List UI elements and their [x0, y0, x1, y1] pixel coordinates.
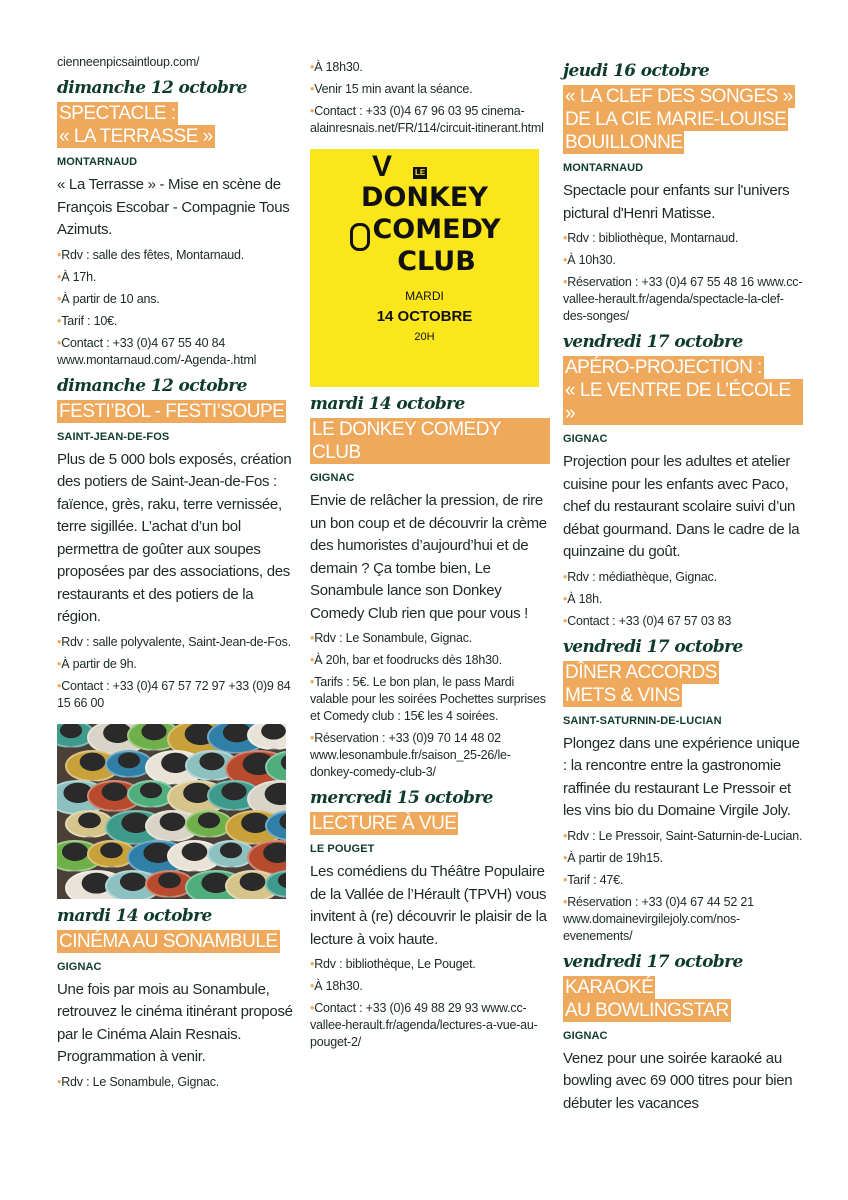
info-bullet	[57, 656, 297, 673]
info-bullet	[310, 674, 550, 725]
event-item	[563, 331, 803, 630]
bullet-text: Contact : +33 (0)4 67 57 03 83	[567, 613, 732, 628]
event-title-line: « LA CLEF DES SONGES »	[565, 86, 793, 107]
bullet-icon: •	[310, 957, 315, 971]
bullet-icon: •	[57, 656, 62, 671]
info-bullet	[57, 634, 297, 651]
event-date: dimanche 12 octobre	[57, 78, 247, 98]
event-item	[57, 905, 297, 1091]
info-bullet	[310, 956, 550, 973]
bullet-icon: •	[563, 872, 568, 887]
bullet-icon: •	[563, 569, 568, 584]
info-bullet	[57, 291, 297, 308]
event-location: GIGNAC	[310, 472, 355, 484]
bullet-text: Tarif : 47€.	[567, 872, 624, 887]
bullet-text: À partir de 10 ans.	[61, 291, 160, 306]
bullet-icon: •	[57, 678, 62, 693]
event-description: Les comédiens du Théâtre Populaire de la Vallée de l’Hérault (TPVH) vous invitent à (re) découvrir le plaisir de la lecture à voix haute.	[310, 863, 547, 948]
info-bullet	[563, 872, 803, 889]
event-item	[57, 375, 297, 712]
bullet-text: À 18h30.	[314, 60, 363, 74]
bullet-icon: •	[563, 828, 568, 843]
bullet-text: Rdv : Le Sonambule, Gignac.	[61, 1074, 220, 1089]
bullet-icon: •	[57, 335, 62, 350]
event-date: vendredi 17 octobre	[563, 636, 743, 657]
event-title-line: BOUILLONNE	[565, 132, 683, 153]
bullet-icon: •	[57, 247, 62, 262]
event-location: LE POUGET	[310, 843, 375, 855]
info-bullet	[563, 569, 803, 586]
bullet-text: Contact : +33 (0)6 49 88 29 93 www.cc-vallee-herault.fr/agenda/lectures-a-vue-au-pouget-2/	[310, 1001, 538, 1049]
event-title	[563, 356, 803, 425]
donkey-ears-icon: V	[372, 150, 393, 183]
event-item	[310, 393, 550, 781]
donkey-comedy-club-poster	[310, 149, 539, 387]
event-location: GIGNAC	[563, 1029, 608, 1042]
event-title-line: AU BOWLINGSTAR	[565, 999, 729, 1021]
event-title	[310, 812, 550, 835]
event-location: GIGNAC	[563, 433, 608, 445]
event-location: SAINT-SATURNIN-DE-LUCIAN	[563, 714, 722, 727]
column-left	[57, 54, 297, 1091]
bullet-text: À 18h30.	[314, 979, 363, 993]
event-description: Plongez dans une expérience unique : la rencontre entre la gastronomie raffinée du restaurant Le Pressoir et les vins bio du Domaine Virgile Joly.	[563, 734, 800, 819]
bullet-icon: •	[57, 634, 62, 649]
bullet-icon: •	[310, 82, 315, 96]
bullet-text: Tarifs : 5€. Le bon plan, le pass Mardi valable pour les soirées Pochettes surprises et Comedy club : 15€ les 4 soirées.	[310, 675, 546, 723]
event-title	[57, 930, 297, 953]
event-location: MONTARNAUD	[57, 156, 138, 168]
info-bullet	[563, 591, 803, 608]
bullet-icon: •	[563, 613, 568, 628]
event-item	[563, 636, 803, 945]
bullet-icon: •	[310, 675, 315, 689]
bullet-icon: •	[563, 591, 568, 606]
event-title-line: APÉRO-PROJECTION :	[565, 357, 762, 378]
bullet-text: Contact : +33 (0)4 67 55 40 84 www.montarnaud.com/-Agenda-.html	[57, 335, 257, 367]
poster-date: 14 OCTOBRE	[376, 308, 473, 325]
poster-logo-line: COMEDY	[372, 214, 501, 245]
bullet-text: Venir 15 min avant la séance.	[314, 82, 473, 96]
event-title	[563, 661, 803, 707]
info-bullet	[57, 678, 297, 712]
bullet-text: À 17h.	[61, 269, 97, 284]
event-description: Spectacle pour enfants sur l'univers pictural d'Henri Matisse.	[563, 182, 790, 222]
bullet-text: Rdv : médiathèque, Gignac.	[567, 569, 717, 584]
event-title-line: FESTI’BOL - FESTI’SOUPE	[59, 400, 285, 422]
event-item	[57, 77, 297, 369]
bullet-icon: •	[563, 894, 568, 909]
event-description: Projection pour les adultes et atelier cuisine pour les enfants avec Paco, chef du restaurant scolaire suivi d’un débat gourmand. Dans le cadre de la quinzaine du goût.	[563, 453, 800, 560]
event-title-line: SPECTACLE :	[59, 103, 176, 124]
event-location: MONTARNAUD	[563, 162, 644, 174]
bullet-text: À partir de 19h15.	[567, 850, 663, 865]
event-url-continuation: cienneenpicsaintloup.com/	[57, 55, 200, 69]
bullet-text: À partir de 9h.	[61, 656, 137, 671]
info-bullet	[563, 894, 803, 945]
info-bullet	[57, 335, 297, 369]
bullet-text: À 20h, bar et foodrucks dès 18h30.	[314, 653, 502, 667]
bullet-icon: •	[310, 631, 315, 645]
info-bullet	[563, 613, 803, 630]
bullet-icon: •	[57, 313, 62, 328]
bullet-icon: •	[563, 231, 568, 245]
event-date: vendredi 17 octobre	[563, 332, 743, 352]
info-bullet	[57, 269, 297, 286]
bullet-icon: •	[57, 1074, 62, 1089]
info-bullet	[563, 252, 803, 269]
info-bullet	[57, 247, 297, 264]
column-middle	[310, 54, 550, 1051]
event-title	[57, 400, 297, 423]
bullet-icon: •	[310, 1001, 315, 1015]
event-title-line: LECTURE À VUE	[312, 813, 457, 834]
info-bullet	[310, 652, 550, 669]
event-description: Plus de 5 000 bols exposés, création des potiers de Saint-Jean-de-Fos : faïence, grès, raku, terre vernissée, terre sigillée. L’achat d’un bol permettra de goûter aux soupes proposées par des associations, des restaurants et des potiers de la région.	[57, 450, 292, 625]
poster-logo-line: DONKEY	[361, 182, 488, 213]
event-title-line: METS & VINS	[565, 684, 680, 706]
info-bullet	[563, 828, 803, 845]
bullet-icon: •	[563, 850, 568, 865]
poster-day: MARDI	[405, 289, 444, 303]
bowls-photo	[57, 724, 286, 899]
bullet-text: Rdv : Le Sonambule, Gignac.	[314, 631, 473, 645]
bullet-text: À 10h30.	[567, 253, 616, 267]
event-title	[563, 976, 803, 1022]
bullet-text: Rdv : bibliothèque, Le Pouget.	[314, 957, 476, 971]
event-location: SAINT-JEAN-DE-FOS	[57, 430, 170, 443]
info-bullet	[310, 978, 550, 995]
event-date: jeudi 16 octobre	[563, 61, 710, 81]
bullet-text: Réservation : +33 (0)9 70 14 48 02 www.lesonambule.fr/saison_25-26/le-donkey-comedy-club-3/	[310, 731, 511, 779]
event-description: Envie de relâcher la pression, de rire un bon coup et de découvrir la crème des humoristes d’aujourd’hui et de demain ? Ça tombe bien, Le Sonambule lance son Donkey Comedy Club rien que pour vous !	[310, 492, 547, 622]
bullet-text: Réservation : +33 (0)4 67 44 52 21 www.domainevirgilejoly.com/nos-evenements/	[563, 894, 754, 943]
event-item	[310, 787, 550, 1051]
info-bullet	[57, 313, 297, 330]
continued-bullets	[310, 59, 550, 137]
info-bullet	[310, 730, 550, 781]
bullet-icon: •	[310, 979, 315, 993]
bullet-icon: •	[310, 653, 315, 667]
event-location: GIGNAC	[57, 960, 102, 973]
bullet-icon: •	[57, 291, 62, 306]
event-title	[57, 102, 297, 148]
bullet-text: Rdv : Le Pressoir, Saint-Saturnin-de-Lucian.	[567, 828, 803, 843]
bullet-text: Tarif : 10€.	[61, 313, 118, 328]
poster-logo-le: LE	[415, 168, 426, 177]
event-title-line: « LE VENTRE DE L’ÉCOLE »	[563, 379, 803, 425]
info-bullet	[310, 1000, 550, 1051]
event-date: mardi 14 octobre	[57, 905, 212, 926]
bullet-text: Contact : +33 (0)4 67 57 72 97 +33 (0)9 84 15 66 00	[57, 678, 291, 710]
bullet-icon: •	[310, 104, 315, 118]
bullet-icon: •	[563, 275, 568, 289]
event-title-line: DÎNER ACCORDS	[565, 661, 717, 683]
event-title-line: DE LA CIE MARIE-LOUISE	[565, 109, 787, 130]
info-bullet	[563, 274, 803, 325]
event-item	[563, 951, 803, 1116]
event-title	[563, 85, 803, 154]
event-date: mardi 14 octobre	[310, 394, 465, 414]
event-description: « La Terrasse » - Mise en scène de François Escobar - Compagnie Tous Azimuts.	[57, 176, 290, 238]
event-date: vendredi 17 octobre	[563, 951, 743, 972]
bullet-text: Réservation : +33 (0)4 67 55 48 16 www.cc-vallee-herault.fr/agenda/spectacle-la-clef-des-songes/	[563, 275, 803, 323]
event-title	[310, 418, 550, 464]
info-bullet	[310, 81, 550, 98]
info-bullet	[563, 850, 803, 867]
event-description: Une fois par mois au Sonambule, retrouvez le cinéma itinérant proposé par le Cinéma Alain Resnais. Programmation à venir.	[57, 980, 293, 1065]
bullet-icon: •	[57, 269, 62, 284]
column-right	[563, 54, 803, 1115]
info-bullet	[310, 630, 550, 647]
poster-time: 20H	[414, 331, 435, 343]
info-bullet	[563, 230, 803, 247]
event-title-line: LE DONKEY COMEDY CLUB	[310, 418, 550, 464]
bullet-text: Rdv : salle des fêtes, Montarnaud.	[61, 247, 245, 262]
bullet-text: Rdv : salle polyvalente, Saint-Jean-de-Fos.	[61, 634, 291, 649]
event-title-line: KARAOKÉ	[565, 976, 654, 998]
bullet-text: Contact : +33 (0)4 67 96 03 95 cinema-alainresnais.net/FR/114/circuit-itinerant.html	[310, 104, 544, 135]
event-date: dimanche 12 octobre	[57, 375, 247, 396]
info-bullet	[57, 1074, 297, 1091]
event-title-line: CINÉMA AU SONAMBULE	[59, 930, 278, 952]
bullet-text: Rdv : bibliothèque, Montarnaud.	[567, 231, 739, 245]
bullet-icon: •	[563, 253, 568, 267]
bullet-icon: •	[310, 731, 315, 745]
info-bullet	[310, 103, 550, 137]
bullet-icon: •	[310, 60, 315, 74]
event-description: Venez pour une soirée karaoké au bowling avec 69 000 titres pour bien débuter les vacances	[563, 1049, 793, 1112]
event-title-line: « LA TERRASSE »	[59, 126, 213, 147]
info-bullet	[310, 59, 550, 76]
poster-logo-line: CLUB	[397, 246, 476, 277]
bullet-text: À 18h.	[567, 591, 603, 606]
event-date: mercredi 15 octobre	[310, 788, 493, 808]
event-item	[563, 60, 803, 325]
